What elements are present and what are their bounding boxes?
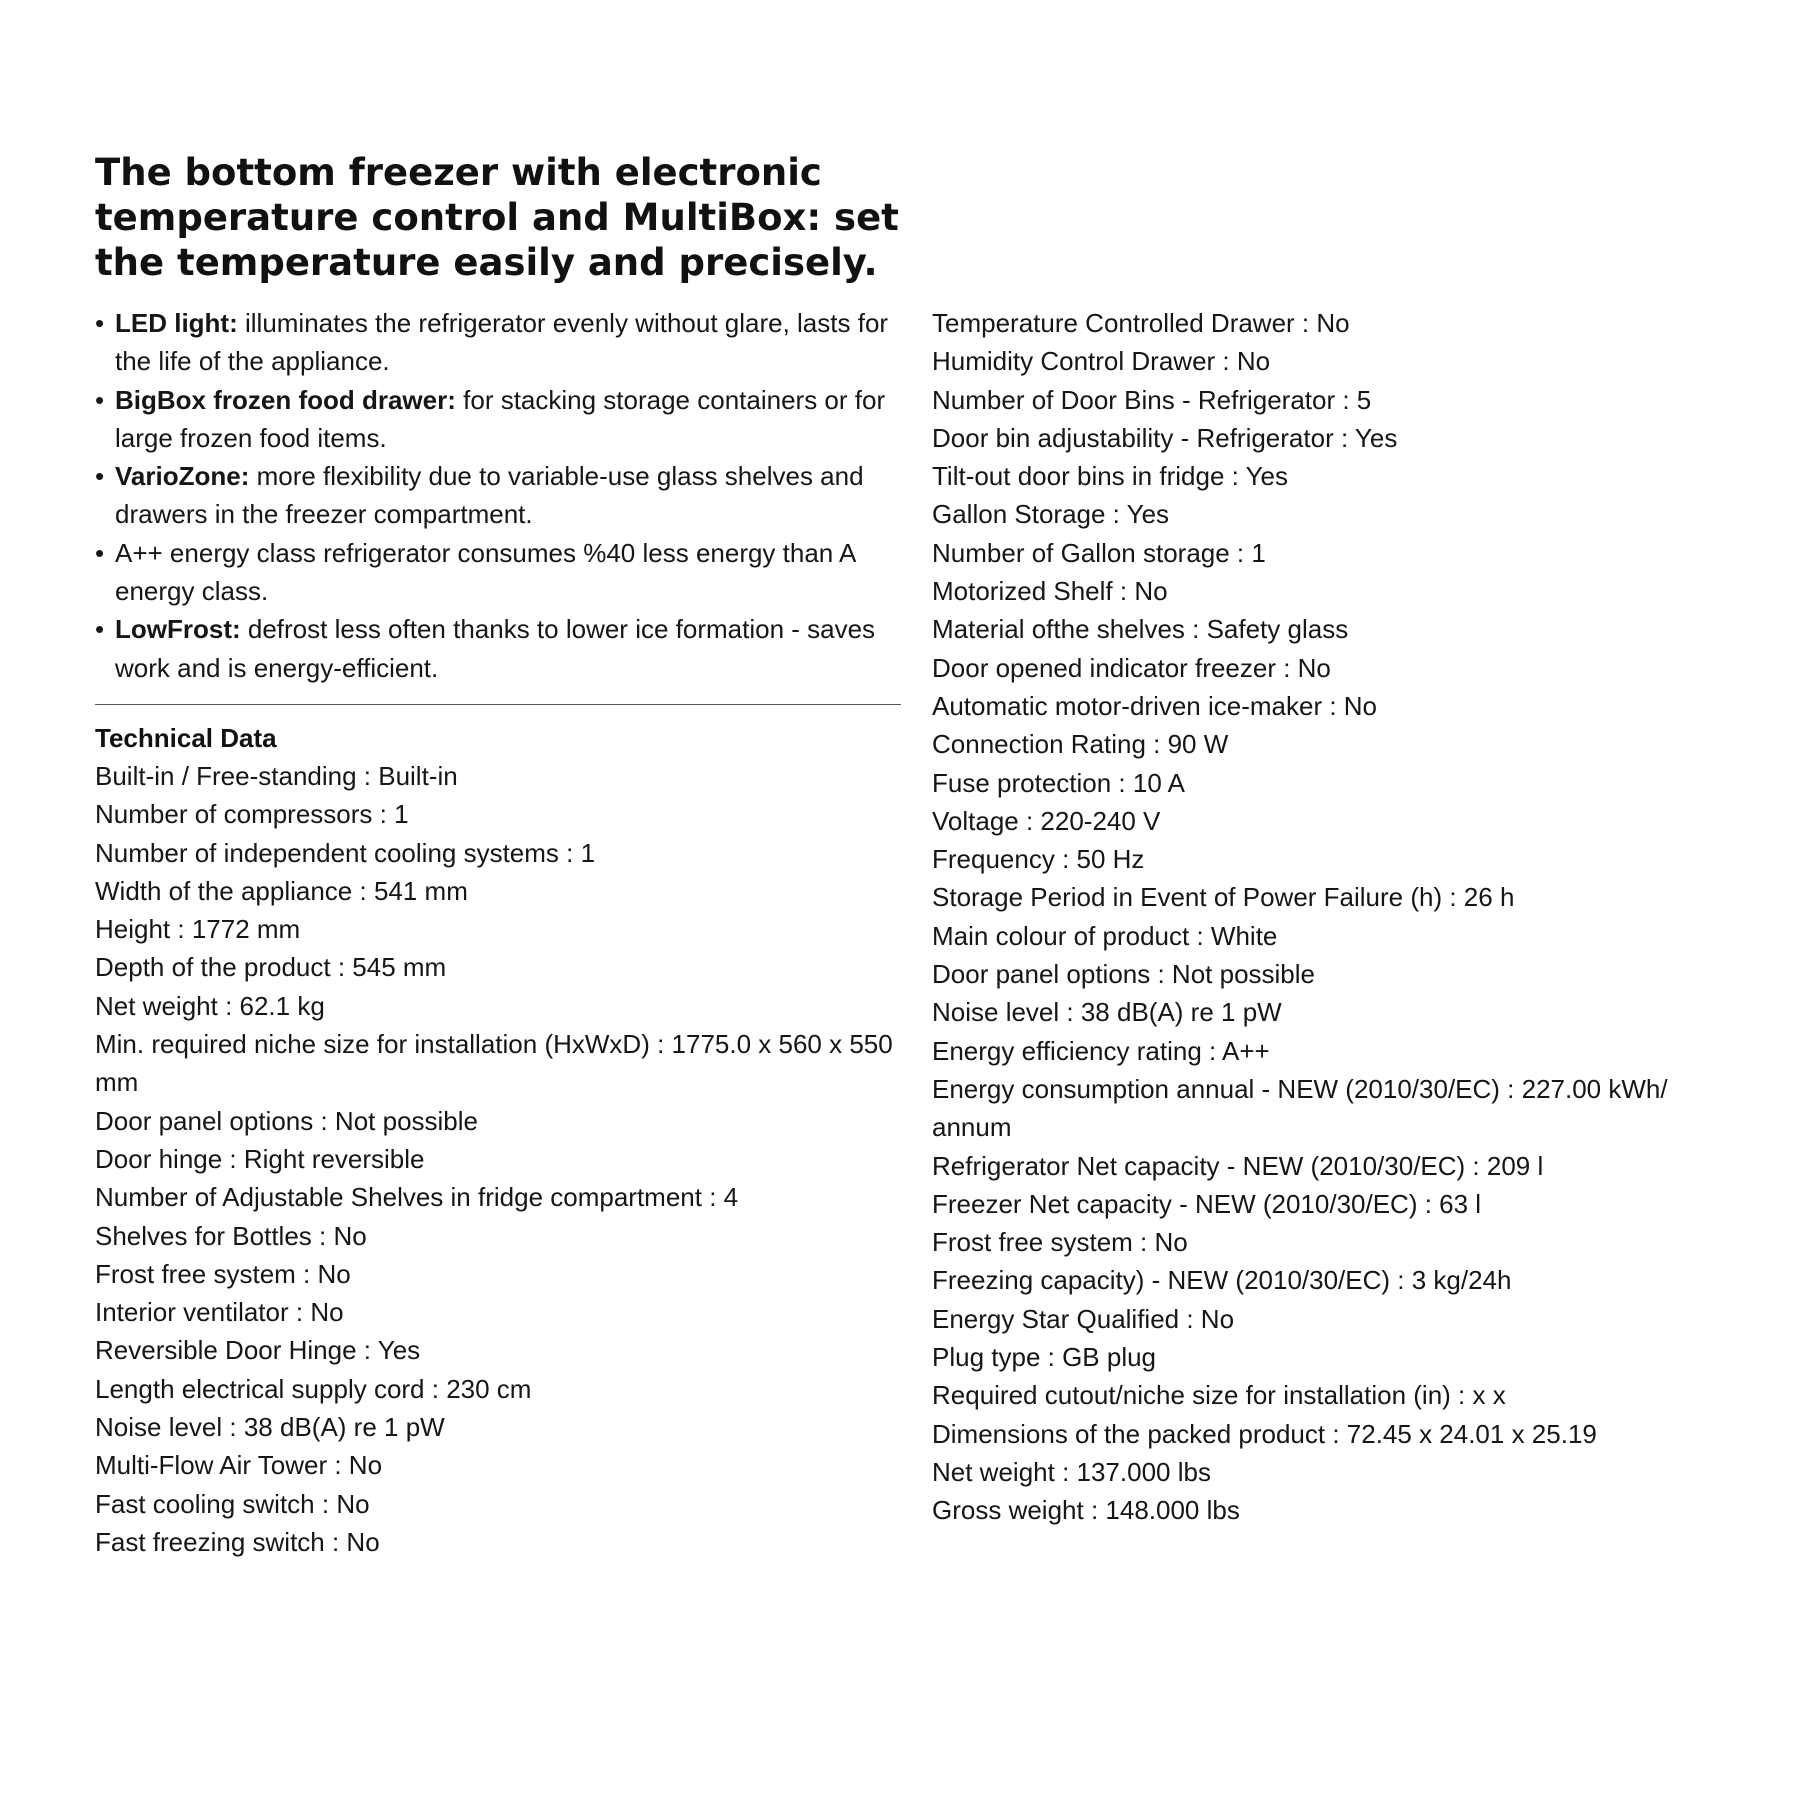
left-column	[95, 304, 905, 1561]
spec-list-right	[932, 304, 1752, 1530]
spec-item: Door panel options : Not possible	[95, 1105, 479, 1136]
spec-item: Width of the appliance : 541 mm	[95, 875, 468, 906]
feature-item	[95, 381, 905, 458]
feature-term: VarioZone:	[115, 461, 250, 492]
spec-item: Automatic motor-driven ice-maker : No	[932, 690, 1378, 721]
spec-item: Voltage : 220-240 V	[932, 805, 1161, 836]
spec-item: Tilt-out door bins in fridge : Yes	[932, 461, 1289, 492]
bullet-icon: •	[95, 614, 105, 645]
spec-item: Number of independent cooling systems : 1	[95, 837, 596, 868]
spec-item: Multi-Flow Air Tower : No	[95, 1450, 383, 1481]
spec-item: Frequency : 50 Hz	[932, 844, 1145, 875]
spec-item: Freezer Net capacity - NEW (2010/30/EC) : 63 l	[932, 1188, 1482, 1219]
feature-item	[95, 610, 905, 687]
spec-item: Gross weight : 148.000 lbs	[932, 1495, 1240, 1526]
feature-item	[95, 304, 905, 381]
spec-list-left	[95, 757, 905, 1561]
feature-text: for stacking storage containers or for large frozen food items.	[115, 384, 886, 453]
spec-item: Number of Adjustable Shelves in fridge compartment : 4	[95, 1182, 739, 1213]
bullet-icon: •	[95, 461, 105, 492]
spec-item: Main colour of product : White	[932, 920, 1278, 951]
spec-item: Fuse protection : 10 A	[932, 767, 1185, 798]
spec-item: Connection Rating : 90 W	[932, 729, 1229, 760]
spec-item: Dimensions of the packed product : 72.45 x 24.01 x 25.19	[932, 1418, 1597, 1449]
spec-item: Length electrical supply cord : 230 cm	[95, 1373, 532, 1404]
spec-item: Fast freezing switch : No	[95, 1526, 380, 1557]
spec-item: Required cutout/niche size for installation (in) : x x	[932, 1380, 1506, 1411]
spec-item: Height : 1772 mm	[95, 914, 301, 945]
spec-item: Door hinge : Right reversible	[95, 1143, 425, 1174]
spec-item: Gallon Storage : Yes	[932, 499, 1170, 530]
feature-text: defrost less often thanks to lower ice formation - saves work and is energy-efficient.	[115, 614, 876, 683]
spec-item: Material ofthe shelves : Safety glass	[932, 614, 1349, 645]
spec-item: Freezing capacity) - NEW (2010/30/EC) : 3 kg/24h	[932, 1265, 1512, 1296]
spec-item: Number of compressors : 1	[95, 799, 409, 830]
spec-item: Min. required niche size for installation (HxWxD) : 1775.0 x 560 x 550 mm	[95, 1029, 893, 1098]
spec-item: Frost free system : No	[932, 1227, 1188, 1258]
spec-item: Fast cooling switch : No	[95, 1488, 370, 1519]
spec-item: Reversible Door Hinge : Yes	[95, 1335, 421, 1366]
feature-text: A++ energy class refrigerator consumes %40 less energy than A energy class.	[115, 537, 855, 607]
feature-item	[95, 534, 905, 611]
spec-item: Refrigerator Net capacity - NEW (2010/30/EC) : 209 l	[932, 1150, 1544, 1181]
spec-item: Humidity Control Drawer : No	[932, 346, 1271, 377]
spec-item: Net weight : 137.000 lbs	[932, 1456, 1211, 1487]
feature-text: illuminates the refrigerator evenly without glare, lasts for the life of the appliance.	[115, 308, 889, 377]
spec-item: Temperature Controlled Drawer : No	[932, 308, 1350, 338]
spec-item: Interior ventilator : No	[95, 1297, 344, 1328]
spec-item: Energy efficiency rating : A++	[932, 1035, 1270, 1066]
spec-item: Number of Gallon storage : 1	[932, 537, 1266, 568]
section-divider	[95, 704, 901, 705]
spec-item: Door opened indicator freezer : No	[932, 652, 1331, 683]
spec-item: Energy consumption annual - NEW (2010/30/EC) : 227.00 kWh/ annum	[932, 1073, 1668, 1143]
bullet-icon: •	[95, 308, 105, 338]
bullet-icon: •	[95, 537, 105, 568]
feature-text: more flexibility due to variable-use glass shelves and drawers in the freezer compartment.	[115, 461, 864, 530]
spec-item: Shelves for Bottles : No	[95, 1220, 367, 1251]
feature-item	[95, 457, 905, 534]
spec-item: Door panel options : Not possible	[932, 959, 1316, 990]
technical-data-heading: Technical Data	[95, 722, 277, 753]
spec-item: Number of Door Bins - Refrigerator : 5	[932, 384, 1372, 415]
bullet-icon: •	[95, 384, 105, 415]
spec-item: Noise level : 38 dB(A) re 1 pW	[95, 1412, 445, 1443]
spec-item: Motorized Shelf : No	[932, 576, 1168, 607]
feature-list	[95, 304, 905, 687]
page-headline: The bottom freezer with electronic temperature control and MultiBox: set the temperature easily and precisely.	[95, 151, 899, 284]
spec-item: Depth of the product : 545 mm	[95, 952, 447, 983]
right-column	[932, 304, 1752, 1530]
feature-term: BigBox frozen food drawer:	[115, 384, 456, 415]
spec-item: Built-in / Free-standing : Built-in	[95, 760, 458, 791]
feature-term: LowFrost:	[115, 614, 241, 645]
spec-item: Energy Star Qualified : No	[932, 1303, 1235, 1334]
spec-item: Net weight : 62.1 kg	[95, 990, 325, 1021]
spec-item: Noise level : 38 dB(A) re 1 pW	[932, 997, 1282, 1028]
spec-item: Frost free system : No	[95, 1258, 351, 1289]
spec-item: Door bin adjustability - Refrigerator : Yes	[932, 422, 1398, 453]
spec-item: Storage Period in Event of Power Failure (h) : 26 h	[932, 882, 1515, 913]
feature-term: LED light:	[115, 308, 238, 338]
spec-item: Plug type : GB plug	[932, 1342, 1157, 1373]
